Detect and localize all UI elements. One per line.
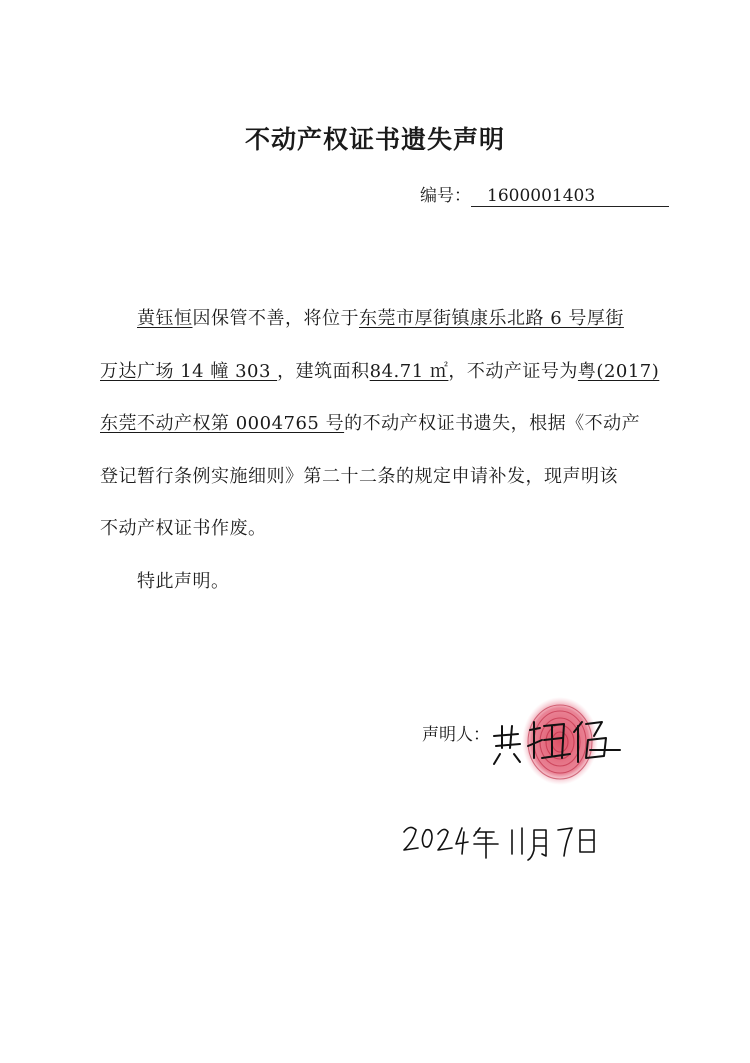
document-title: 不动产权证书遗失声明 (244, 125, 505, 154)
statement-body (100, 293, 665, 608)
property-address: 东莞市厚街镇康乐北路 6 号厚街 (359, 308, 624, 329)
owner-name: 黄钰恒 (137, 308, 193, 329)
date-day (558, 828, 572, 856)
body-text: ，不动产证号为 (448, 360, 578, 382)
body-line-3 (100, 398, 665, 451)
date-year-char (474, 828, 498, 858)
certificate-number-cont: 东莞不动产权第 0004765 号 (100, 413, 345, 434)
property-address-cont: 万达广场 14 幢 303 (100, 360, 278, 382)
signature-with-fingerprint (480, 696, 630, 786)
body-line-1 (100, 293, 665, 346)
date-month (512, 828, 522, 854)
body-line-4: 登记暂行条例实施细则》第二十二条的规定申请补发，现声明该 (100, 465, 618, 487)
serial-number-value: 1600001403 (471, 186, 669, 207)
body-line-2 (100, 346, 665, 399)
serial-number (420, 181, 669, 207)
closing-remark: 特此声明。 (137, 570, 230, 592)
building-area: 84.71 ㎡ (369, 360, 449, 382)
body-text: 的不动产权证书遗失，根据《不动产 (344, 413, 641, 434)
certificate-number: 粤(2017) (577, 360, 660, 382)
date-month-char (528, 830, 546, 860)
declarant-label: 声明人： (422, 725, 490, 745)
body-text: 因保管不善，将位于 (192, 308, 359, 329)
handwritten-date (400, 818, 600, 868)
body-line-5: 不动产权证书作废。 (100, 518, 267, 539)
date-year (404, 827, 468, 854)
date-day-char (580, 830, 594, 852)
body-text: ，建筑面积 (277, 360, 370, 382)
serial-number-label: 编号： (420, 186, 471, 206)
